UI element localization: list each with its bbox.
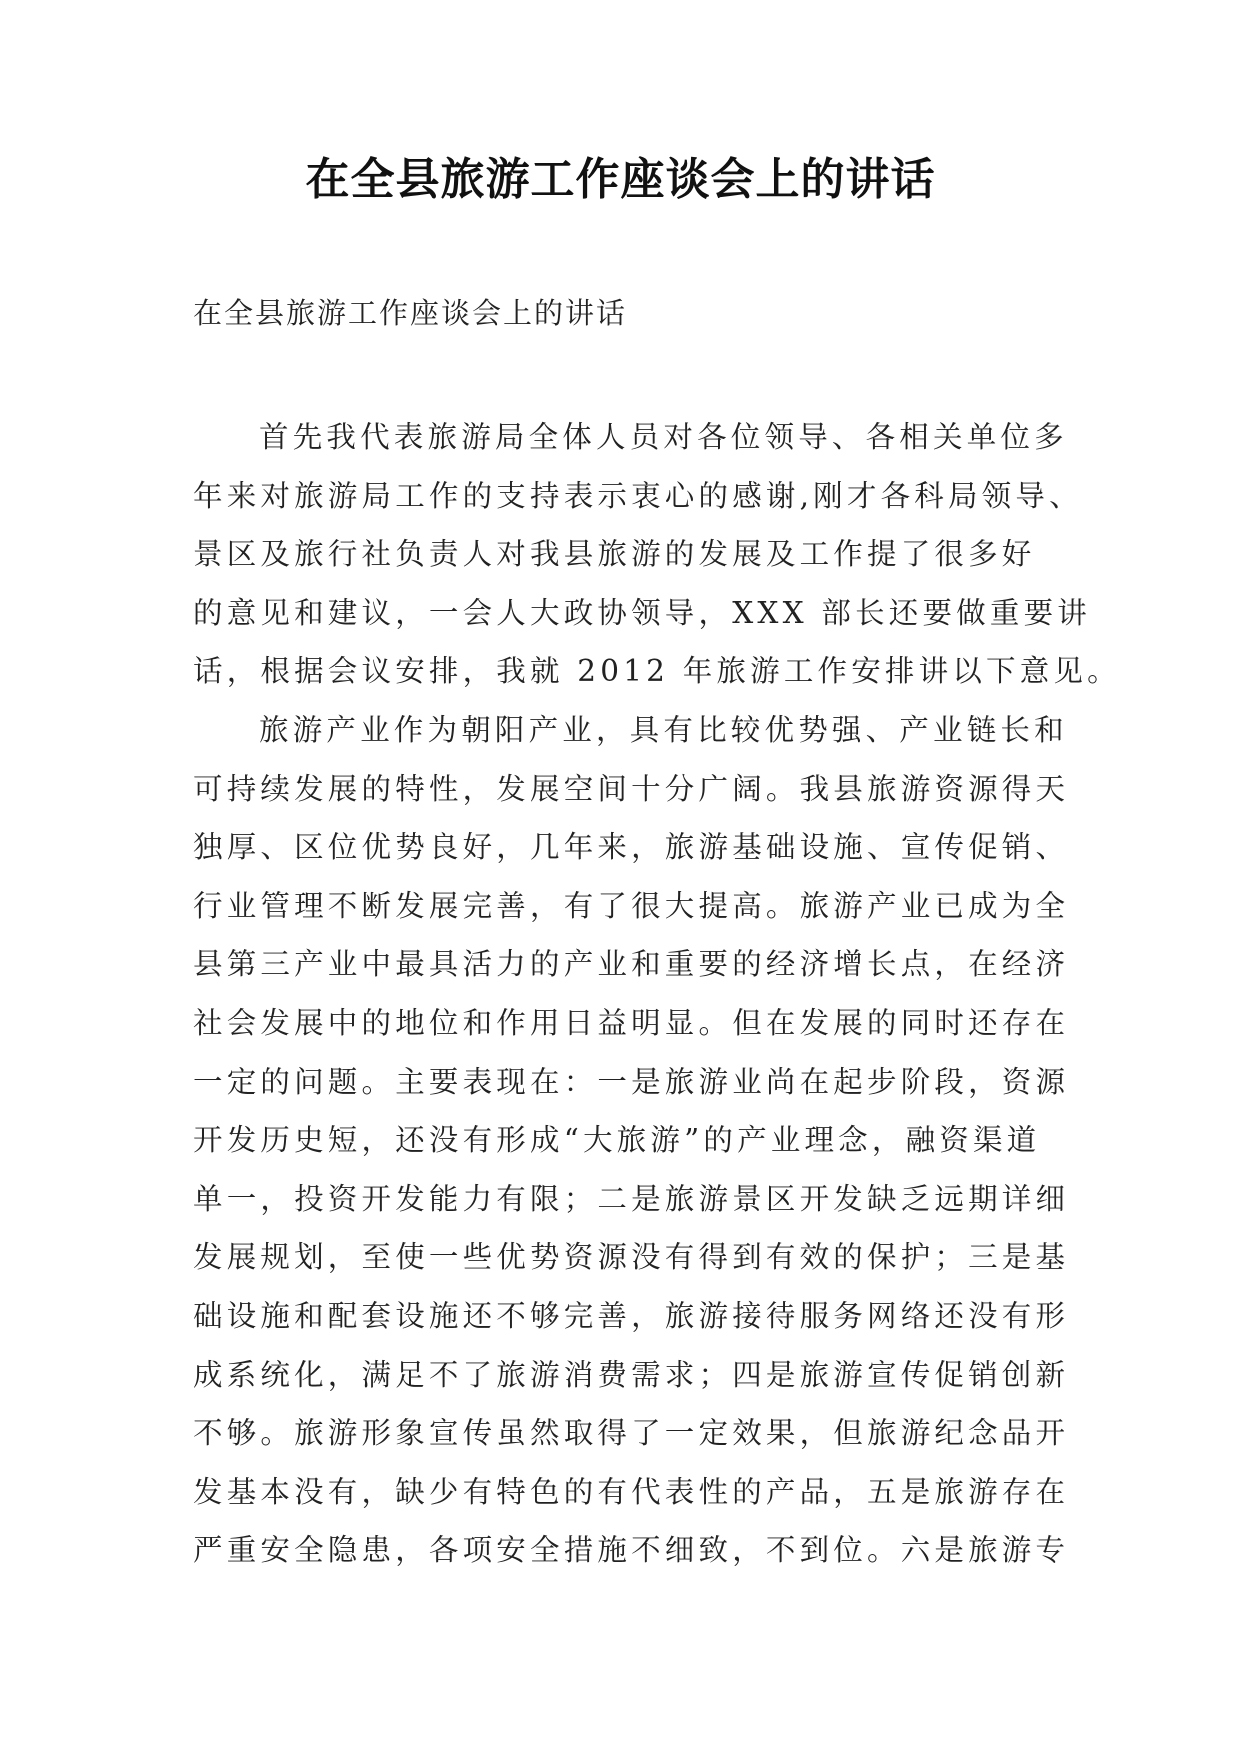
- text-line: 首先我代表旅游局全体人员对各位领导、各相关单位多: [259, 420, 1068, 454]
- text-line: 不够。旅游形象宣传虽然取得了一定效果，但旅游纪念品开: [193, 1416, 1070, 1451]
- paragraph-1: [193, 408, 1121, 701]
- text-line: 县第三产业中最具活力的产业和重要的经济增长点，在经济: [193, 947, 1070, 982]
- text-line: 社会发展中的地位和作用日益明显。但在发展的同时还存在: [193, 1005, 1070, 1040]
- text-line: 单一，投资开发能力有限；二是旅游景区开发缺乏远期详细: [193, 1181, 1070, 1216]
- text-line: 发展规划，至使一些优势资源没有得到有效的保护；三是基: [193, 1240, 1070, 1275]
- text-line: 景区及旅行社负责人对我县旅游的发展及工作提了很多好: [193, 537, 1036, 572]
- document-title: 在全县旅游工作座谈会上的讲话: [305, 154, 936, 205]
- text-line: 话，根据会议安排，我就 2012 年旅游工作安排讲以下意见。: [193, 654, 1121, 689]
- text-line: 旅游产业作为朝阳产业，具有比较优势强、产业链长和: [259, 712, 1068, 747]
- paragraph-2: [193, 701, 1073, 1580]
- text-line: 成系统化，满足不了旅游消费需求；四是旅游宣传促销创新: [193, 1357, 1070, 1392]
- text-line: 年来对旅游局工作的支持表示衷心的感谢,刚才各科局领导、: [193, 478, 1083, 513]
- text-line: 可持续发展的特性，发展空间十分广阔。我县旅游资源得天: [193, 771, 1070, 806]
- text-line: 发基本没有，缺少有特色的有代表性的产品，五是旅游存在: [193, 1474, 1070, 1509]
- text-line: 一定的问题。主要表现在：一是旅游业尚在起步阶段，资源: [193, 1064, 1070, 1099]
- text-line: 开发历史短，还没有形成“大旅游”的产业理念，融资渠道: [193, 1123, 1041, 1158]
- text-line: 独厚、区位优势良好，几年来，旅游基础设施、宣传促销、: [193, 830, 1070, 865]
- text-line: 础设施和配套设施还不够完善，旅游接待服务网络还没有形: [193, 1298, 1070, 1333]
- text-line: 严重安全隐患，各项安全措施不细致，不到位。六是旅游专: [193, 1533, 1070, 1568]
- text-line: 的意见和建议，一会人大政协领导，XXX 部长还要做重要讲: [193, 595, 1091, 630]
- text-line: 行业管理不断发展完善，有了很大提高。旅游产业已成为全: [193, 888, 1070, 923]
- document-body: [193, 408, 1121, 1580]
- document-subtitle: 在全县旅游工作座谈会上的讲话: [193, 296, 628, 330]
